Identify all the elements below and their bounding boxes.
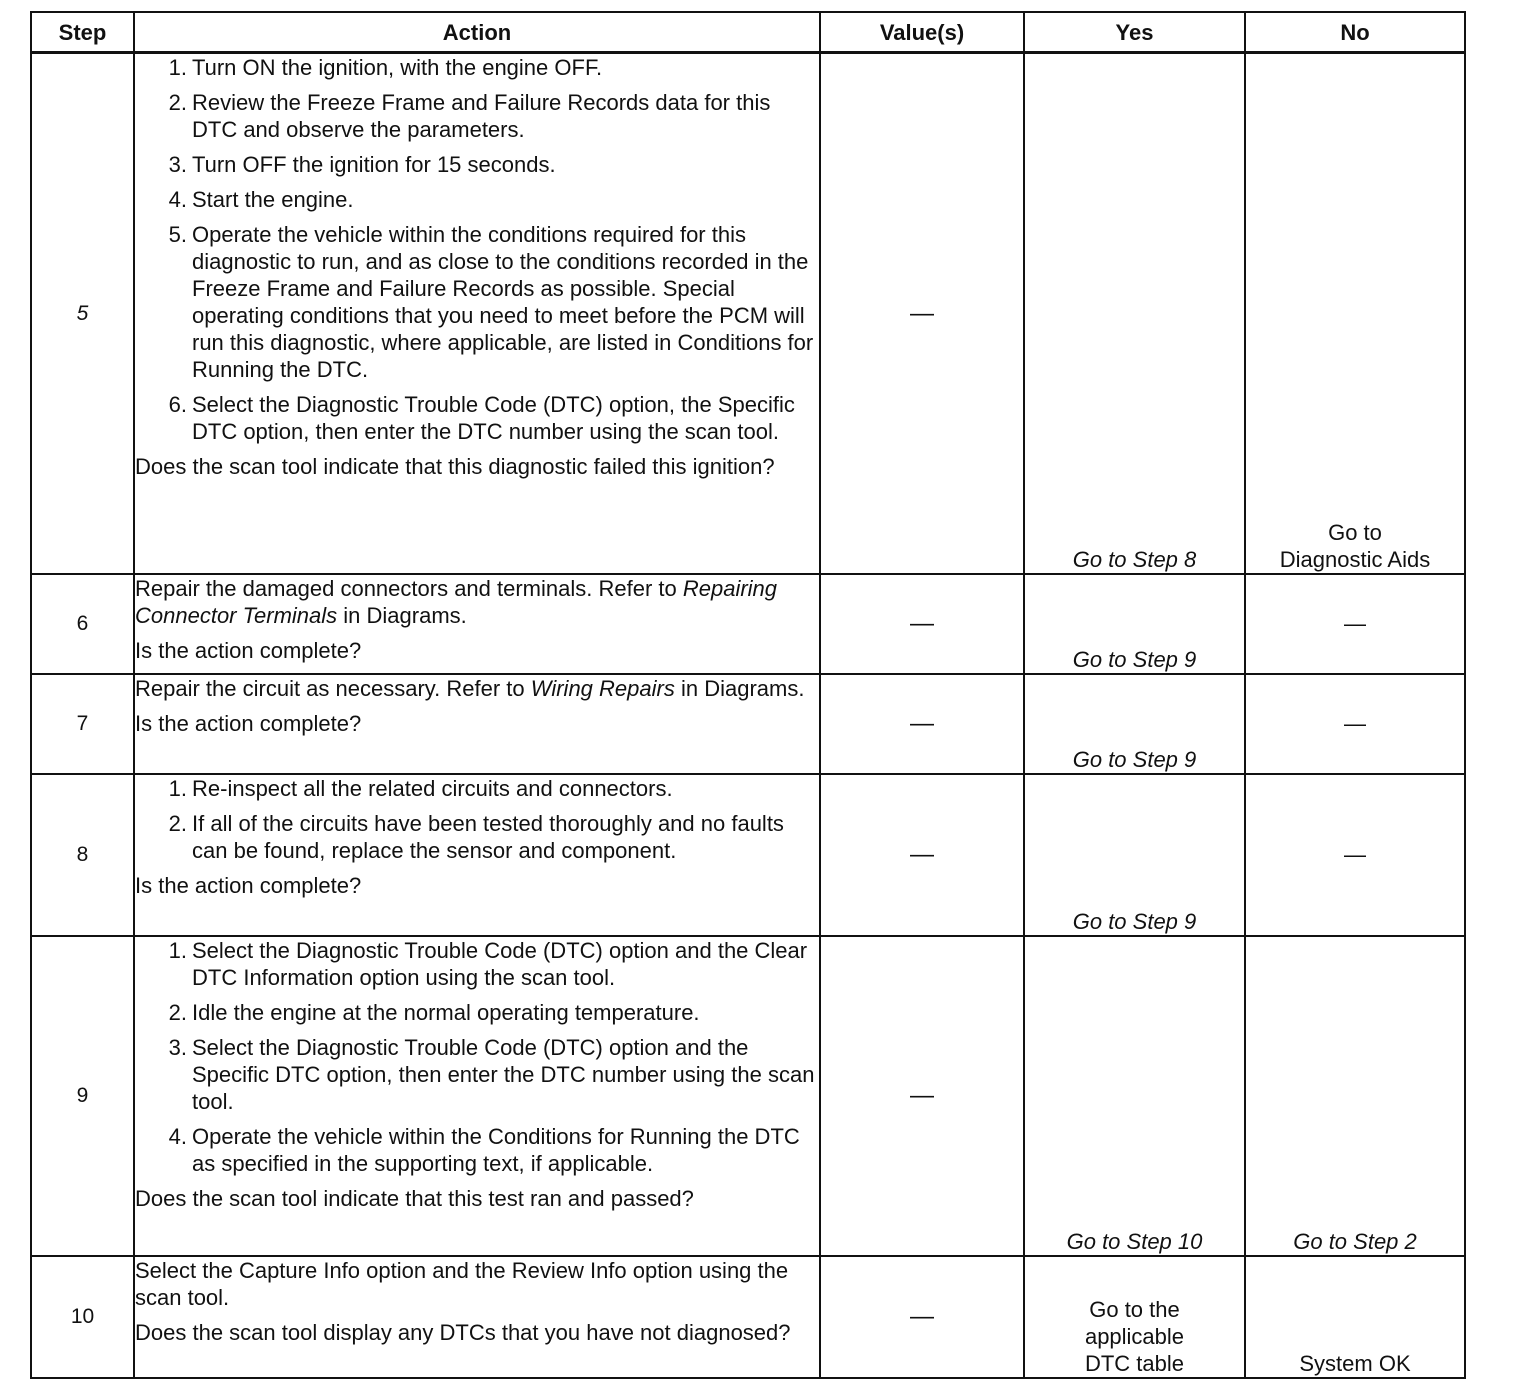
table-row-step-8 bbox=[31, 774, 1465, 936]
no-line: Go to bbox=[1328, 519, 1382, 545]
value-cell: — bbox=[820, 674, 1024, 774]
action-cell bbox=[134, 574, 820, 674]
no-cell: — bbox=[1245, 674, 1465, 774]
reference-link-text: Wiring Repairs bbox=[530, 675, 675, 701]
yes-line: applicable bbox=[1084, 1324, 1185, 1349]
table-row-step-6 bbox=[31, 574, 1465, 674]
action-cell bbox=[134, 53, 820, 574]
yes-cell: Go to Step 8 bbox=[1024, 53, 1245, 574]
action-question: Is the action complete? bbox=[135, 637, 362, 663]
no-cell bbox=[1245, 53, 1465, 574]
action-list bbox=[135, 775, 819, 864]
action-cell bbox=[134, 1256, 820, 1379]
header-yes: Yes bbox=[1024, 12, 1245, 53]
yes-cell: Go to Step 9 bbox=[1024, 574, 1245, 674]
value-cell: — bbox=[820, 774, 1024, 936]
action-text: Repair the damaged connectors and terminals. Refer to Repairing Connector Terminals in Diagrams. bbox=[135, 575, 778, 628]
yes-cell: Go to Step 10 bbox=[1024, 936, 1245, 1256]
value-cell: — bbox=[820, 574, 1024, 674]
yes-line: DTC table bbox=[1084, 1351, 1185, 1376]
list-item: 4. Operate the vehicle within the Conditions for Running the DTC as specified in the supporting text, if applicable. bbox=[168, 1123, 800, 1176]
list-item: 6. Select the Diagnostic Trouble Code (DTC) option, the Specific DTC option, then enter the DTC number using the scan tool. bbox=[168, 392, 795, 444]
list-item: 1. Turn ON the ignition, with the engine OFF. bbox=[168, 55, 603, 80]
reference-link-text: Repairing Connector Terminals bbox=[135, 575, 778, 628]
no-cell: System OK bbox=[1245, 1256, 1465, 1379]
action-question: Is the action complete? bbox=[135, 710, 362, 736]
list-item: 2. Review the Freeze Frame and Failure Records data for this DTC and observe the parameters. bbox=[168, 90, 771, 142]
no-cell: — bbox=[1245, 574, 1465, 674]
step-number: 10 bbox=[31, 1256, 134, 1379]
action-list bbox=[135, 54, 819, 445]
table-row-step-9 bbox=[31, 936, 1465, 1256]
table-row-step-5 bbox=[31, 53, 1465, 574]
action-cell bbox=[134, 774, 820, 936]
value-cell: — bbox=[820, 53, 1024, 574]
header-action: Action bbox=[134, 12, 820, 53]
step-number: 5 bbox=[31, 53, 134, 574]
action-text: Select the Capture Info option and the Review Info option using the scan tool. bbox=[135, 1257, 789, 1310]
list-item: 1. Re-inspect all the related circuits and connectors. bbox=[168, 775, 673, 801]
action-text: Repair the circuit as necessary. Refer to Wiring Repairs in Diagrams. bbox=[135, 675, 805, 701]
action-cell bbox=[134, 936, 820, 1256]
list-item: 5. Operate the vehicle within the conditions required for this diagnostic to run, and as close to the conditions recorded in the Freeze Frame and Failure Records as possible. Special operating conditions that you need to meet before the PCM will run this diagnostic, where applicable, are listed in Conditions for Running the DTC. bbox=[168, 222, 814, 382]
step-number: 8 bbox=[31, 774, 134, 936]
action-list bbox=[135, 937, 819, 1177]
list-item: 2. Idle the engine at the normal operating temperature. bbox=[168, 999, 700, 1025]
no-cell: Go to Step 2 bbox=[1245, 936, 1465, 1256]
header-no: No bbox=[1245, 12, 1465, 53]
value-cell: — bbox=[820, 936, 1024, 1256]
action-cell bbox=[134, 674, 820, 774]
no-cell: — bbox=[1245, 774, 1465, 936]
table-row-step-10 bbox=[31, 1256, 1465, 1379]
yes-line: Go to the bbox=[1089, 1297, 1180, 1322]
yes-cell: Go to Step 9 bbox=[1024, 674, 1245, 774]
step-number: 9 bbox=[31, 936, 134, 1256]
yes-cell bbox=[1024, 1256, 1245, 1379]
diagnostic-table bbox=[30, 11, 1466, 1379]
action-question: Does the scan tool indicate that this test ran and passed? bbox=[135, 1185, 694, 1211]
action-question: Is the action complete? bbox=[135, 872, 362, 898]
list-item: 3. Select the Diagnostic Trouble Code (DTC) option and the Specific DTC option, then enter the DTC number using the scan tool. bbox=[168, 1034, 815, 1114]
list-item: 2. If all of the circuits have been tested thoroughly and no faults can be found, replace the sensor and component. bbox=[168, 810, 784, 863]
header-step: Step bbox=[31, 12, 134, 53]
list-item: 3. Turn OFF the ignition for 15 seconds. bbox=[168, 152, 556, 177]
step-number: 7 bbox=[31, 674, 134, 774]
action-question: Does the scan tool display any DTCs that you have not diagnosed? bbox=[135, 1319, 791, 1345]
value-cell: — bbox=[820, 1256, 1024, 1379]
header-row bbox=[31, 12, 1465, 53]
list-item: 4. Start the engine. bbox=[168, 187, 354, 212]
yes-cell: Go to Step 9 bbox=[1024, 774, 1245, 936]
list-item: 1. Select the Diagnostic Trouble Code (DTC) option and the Clear DTC Information option using the scan tool. bbox=[168, 937, 808, 990]
action-question: Does the scan tool indicate that this diagnostic failed this ignition? bbox=[135, 454, 775, 479]
table-row-step-7 bbox=[31, 674, 1465, 774]
step-number: 6 bbox=[31, 574, 134, 674]
header-values: Value(s) bbox=[820, 12, 1024, 53]
no-line: Diagnostic Aids bbox=[1279, 546, 1431, 572]
